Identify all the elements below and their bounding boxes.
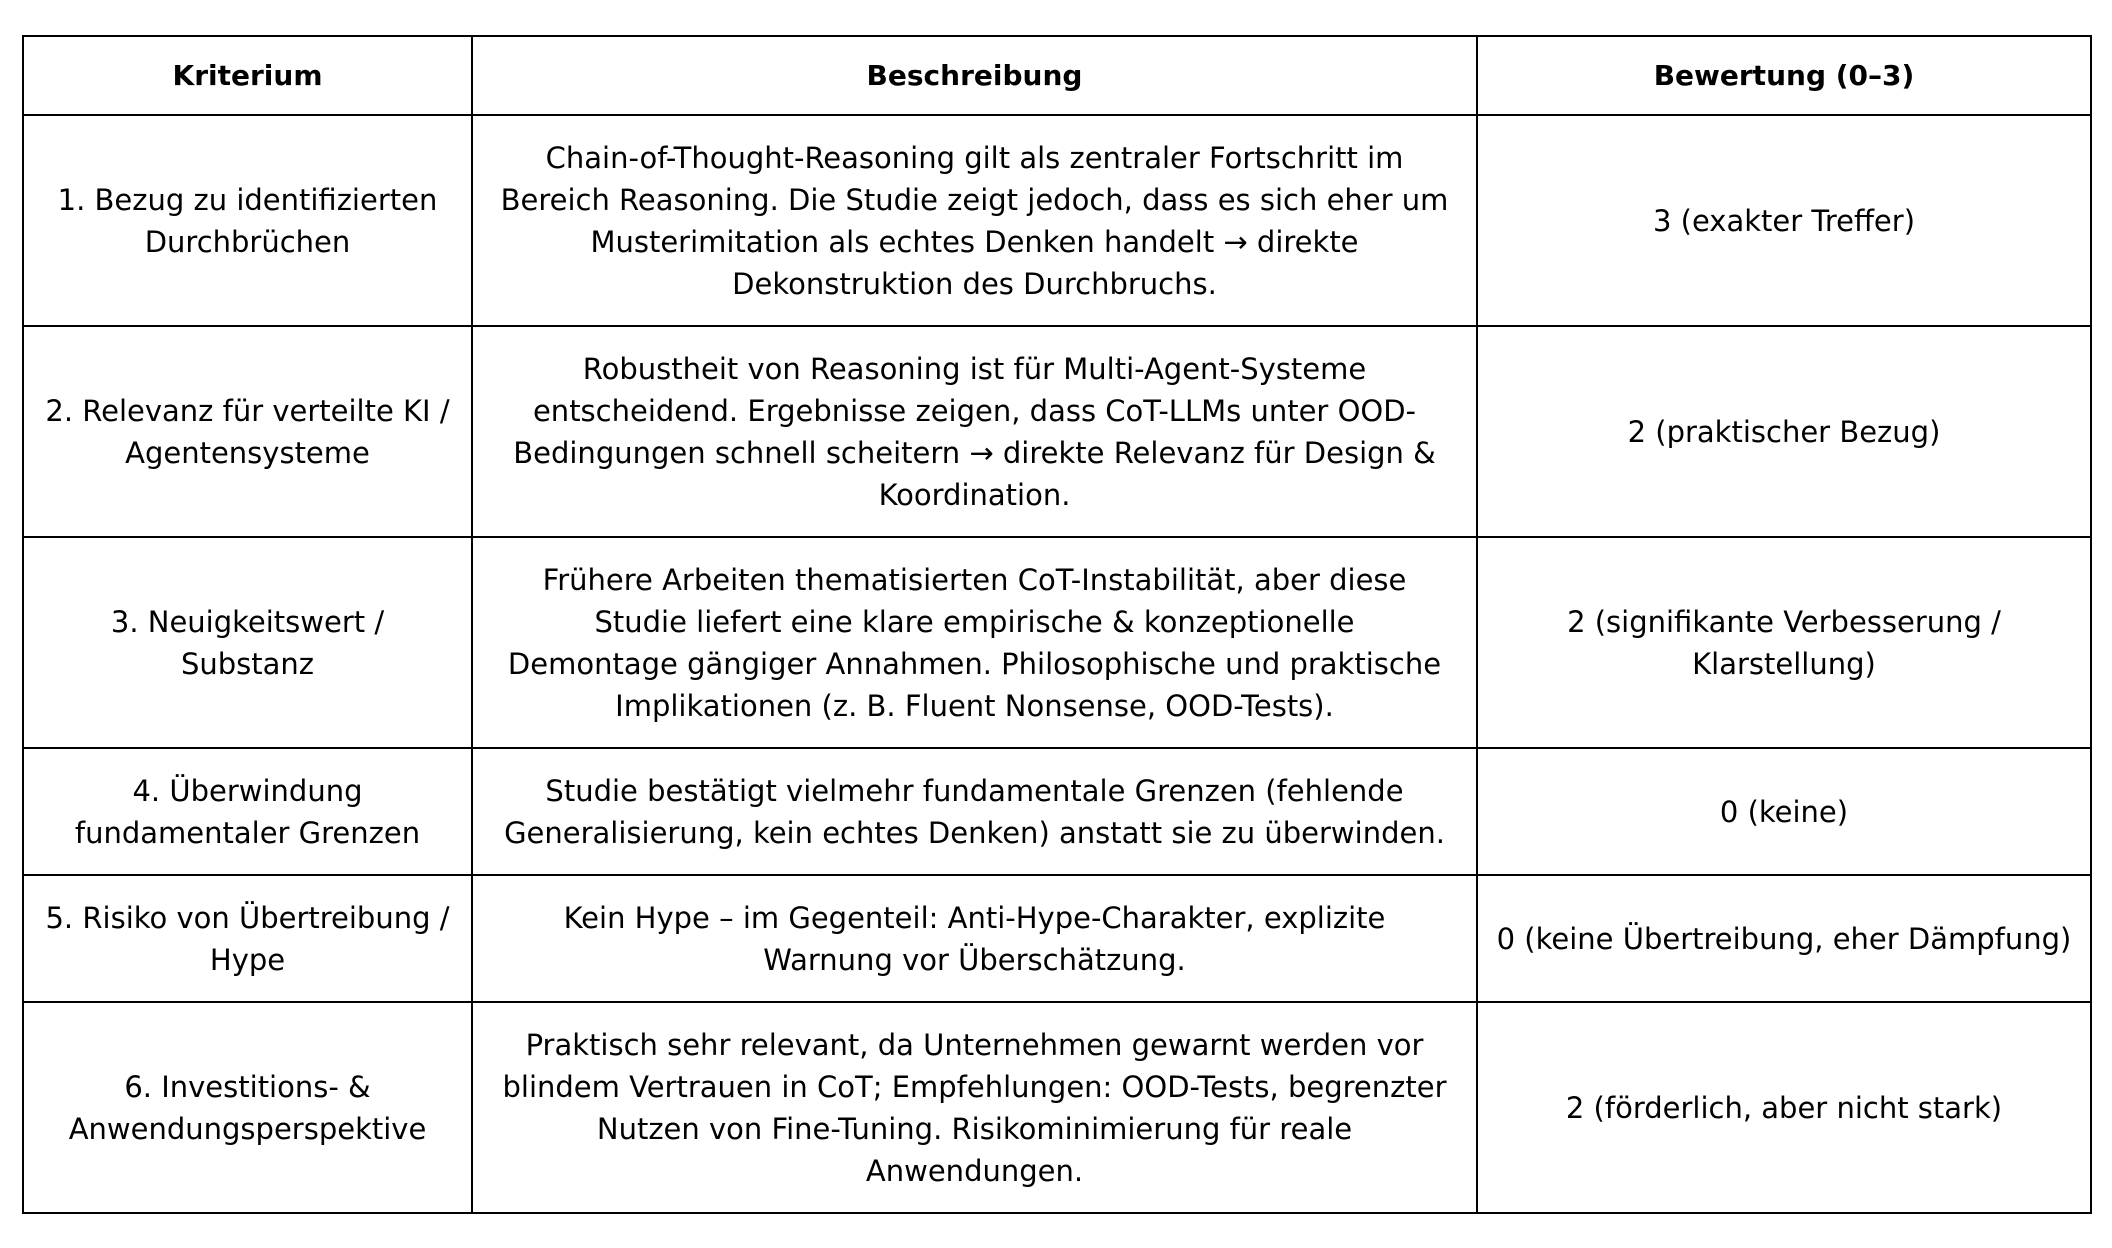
cell-beschreibung (472, 326, 1477, 537)
cell-bewertung (1477, 115, 2091, 326)
cell-beschreibung (472, 115, 1477, 326)
cell-line: 3. Neuigkeitswert / (110, 604, 385, 639)
cell-line: 1. Bezug zu identifizierten (57, 182, 438, 217)
cell-line: Frühere Arbeiten thematisierten CoT-Instabilität, aber diese (542, 562, 1407, 597)
cell-bewertung (1477, 537, 2091, 748)
cell-kriterium (23, 875, 472, 1002)
cell-line: 2 (signifikante Verbesserung / (1567, 604, 2001, 639)
cell-line: 0 (keine) (1719, 794, 1849, 829)
cell-line: Chain-of-Thought-Reasoning gilt als zentraler Fortschritt im (545, 140, 1404, 175)
cell-line: Kein Hype – im Gegenteil: Anti-Hype-Charakter, explizite (563, 900, 1386, 935)
cell-kriterium (23, 537, 472, 748)
header-row (23, 36, 2091, 115)
table-row (23, 1002, 2091, 1213)
cell-bewertung (1477, 875, 2091, 1002)
cell-line: Studie liefert eine klare empirische & konzeptionelle (594, 604, 1355, 639)
cell-line: 4. Überwindung (132, 773, 363, 808)
table-row (23, 115, 2091, 326)
cell-line: 3 (exakter Treffer) (1652, 203, 1916, 238)
cell-line: Durchbrüchen (144, 224, 351, 259)
cell-line: Dekonstruktion des Durchbruchs. (732, 266, 1217, 301)
table-row (23, 326, 2091, 537)
table-row (23, 748, 2091, 875)
header-bewertung: Bewertung (0–3) (1477, 36, 2091, 115)
table-row (23, 537, 2091, 748)
cell-line: Studie bestätigt vielmehr fundamentale Grenzen (fehlende (545, 773, 1404, 808)
cell-line: entscheidend. Ergebnisse zeigen, dass CoT-LLMs unter OOD- (532, 393, 1417, 428)
cell-line: Bedingungen schnell scheitern → direkte Relevanz für Design & (513, 435, 1436, 470)
cell-line: Demontage gängiger Annahmen. Philosophische und praktische (507, 646, 1442, 681)
cell-line: Warnung vor Überschätzung. (763, 942, 1186, 977)
cell-bewertung (1477, 1002, 2091, 1213)
cell-kriterium (23, 326, 472, 537)
cell-kriterium (23, 1002, 472, 1213)
cell-beschreibung (472, 1002, 1477, 1213)
header-beschreibung: Beschreibung (472, 36, 1477, 115)
cell-line: 0 (keine Übertreibung, eher Dämpfung) (1496, 921, 2072, 956)
cell-line: blindem Vertrauen in CoT; Empfehlungen: OOD-Tests, begrenzter (502, 1069, 1447, 1104)
cell-line: 5. Risiko von Übertreibung / (45, 900, 450, 935)
cell-line: Praktisch sehr relevant, da Unternehmen gewarnt werden vor (525, 1027, 1424, 1062)
cell-line: Nutzen von Fine-Tuning. Risikominimierung für reale (596, 1111, 1353, 1146)
table-header (23, 36, 2091, 115)
cell-line: Generalisierung, kein echtes Denken) anstatt sie zu überwinden. (504, 815, 1445, 850)
cell-line: fundamentaler Grenzen (74, 815, 421, 850)
cell-line: 2 (praktischer Bezug) (1627, 414, 1941, 449)
header-kriterium: Kriterium (23, 36, 472, 115)
cell-beschreibung (472, 748, 1477, 875)
cell-bewertung (1477, 748, 2091, 875)
cell-line: Implikationen (z. B. Fluent Nonsense, OOD-Tests). (615, 688, 1334, 723)
cell-line: Musterimitation als echtes Denken handelt → direkte (590, 224, 1359, 259)
cell-bewertung (1477, 326, 2091, 537)
cell-line: 2. Relevanz für verteilte KI / (45, 393, 450, 428)
cell-beschreibung (472, 537, 1477, 748)
table-row (23, 875, 2091, 1002)
cell-line: Klarstellung) (1692, 646, 1876, 681)
cell-line: Hype (209, 942, 286, 977)
cell-line: Anwendungen. (865, 1153, 1084, 1188)
cell-beschreibung (472, 875, 1477, 1002)
cell-line: Bereich Reasoning. Die Studie zeigt jedoch, dass es sich eher um (500, 182, 1449, 217)
cell-line: Agentensysteme (125, 435, 370, 470)
cell-kriterium (23, 748, 472, 875)
cell-line: Koordination. (878, 477, 1071, 512)
table-body (23, 115, 2091, 1213)
cell-line: 2 (förderlich, aber nicht stark) (1565, 1090, 2003, 1125)
cell-line: Robustheit von Reasoning ist für Multi-Agent-Systeme (582, 351, 1367, 386)
criteria-table (22, 35, 2092, 1214)
cell-line: 6. Investitions- & (124, 1069, 371, 1104)
cell-kriterium (23, 115, 472, 326)
cell-line: Anwendungsperspektive (68, 1111, 427, 1146)
cell-line: Substanz (180, 646, 315, 681)
